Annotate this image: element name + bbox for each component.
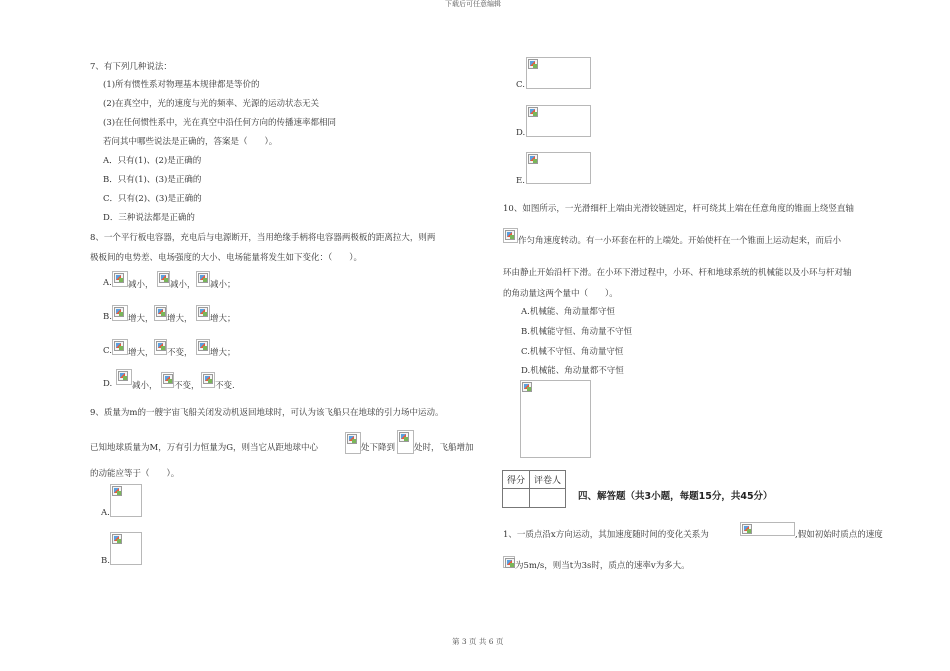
q9-option-b-label: B. [101, 556, 110, 566]
grader-cell: 评卷人 [530, 471, 566, 489]
figure-image-icon [520, 380, 591, 458]
formula-image-icon [157, 271, 170, 287]
formula-image-icon [526, 57, 591, 89]
formula-image-icon [110, 484, 142, 517]
q10-option-a: A.机械能、角动量都守恒 [521, 307, 615, 317]
q9-option-a-label: A. [101, 508, 110, 518]
q8-line-1: 8、一个平行板电容器，充电后与电源断开，当用绝缘手柄将电容器两极板的距离拉大，则两 [90, 233, 436, 243]
formula-image-icon [110, 532, 142, 565]
q8-option-a-text-1: 减小， [128, 280, 154, 290]
score-table [502, 470, 566, 508]
score-cell: 得分 [503, 471, 530, 489]
q7-statement-2: (2)在真空中，光的速度与光的频率、光源的运动状态无关 [103, 99, 320, 109]
q9-option-e-label: E. [516, 176, 525, 186]
p1-line-1a: 1、一质点沿x方向运动，其加速度随时间的变化关系为 [503, 530, 709, 540]
q8-option-d-text-2: 不变， [174, 381, 200, 391]
formula-image-icon [345, 432, 361, 454]
q8-option-d-text-1: 减小， [132, 381, 158, 391]
q10-line-2: 作匀角速度转动。有一小环套在杆的上端处。开始使杆在一个锥面上运动起来，而后小 [518, 236, 842, 246]
q7-option-b: B．只有(1)、(3)是正确的 [103, 175, 202, 185]
q10-option-d: D.机械能、角动量都不守恒 [521, 366, 624, 376]
grader-value-cell [530, 489, 566, 508]
q8-option-b-label: B. [103, 312, 112, 322]
q8-option-c-text-2: 不变， [167, 348, 193, 358]
formula-image-icon [154, 305, 167, 321]
formula-image-icon [526, 152, 591, 184]
q8-option-b-text-2: 增大， [167, 314, 193, 324]
formula-image-icon [397, 430, 414, 454]
q9-option-d-label: D. [516, 128, 526, 138]
q8-option-c-text-1: 增大， [128, 348, 154, 358]
q7-stem: 7、有下列几种说法： [90, 62, 172, 72]
formula-image-icon [503, 228, 518, 243]
q7-option-a: A．只有(1)、(2)是正确的 [103, 156, 202, 166]
q10-line-1: 10、如图所示，一光滑细杆上端由光滑铰链固定，杆可绕其上端在任意角度的锥面上绕竖直轴 [503, 204, 854, 214]
p1-line-2: 为5m/s，则当t为3s时，质点的速率v为多大。 [515, 561, 690, 571]
q8-option-a-label: A. [103, 278, 112, 288]
formula-image-icon [112, 271, 128, 287]
formula-image-icon [112, 339, 128, 355]
q8-option-b-text-3: 增大； [210, 314, 236, 324]
section-title: 四、解答题（共3小题，每题15分，共45分） [578, 491, 773, 502]
q10-line-4: 的角动量这两个量中（ ）。 [503, 289, 618, 299]
q9-line-3: 的动能应等于（ ）。 [90, 469, 180, 479]
page-number: 第 3 页 共 6 页 [452, 637, 504, 646]
q7-statement-1: (1)所有惯性系对物理基本规律都是等价的 [103, 80, 260, 90]
formula-image-icon [503, 556, 515, 568]
q8-option-d-label: D. [103, 379, 113, 389]
q8-option-c-label: C. [103, 346, 112, 356]
q10-option-b: B.机械能守恒、角动量不守恒 [521, 327, 632, 337]
q9-line-2a: 已知地球质量为M，万有引力恒量为G，则当它从距地球中心 [90, 443, 318, 453]
formula-image-icon [116, 369, 132, 385]
q8-option-a-text-2: 减小， [170, 280, 196, 290]
formula-image-icon [161, 372, 174, 388]
q9-line-2c: 处时，飞船增加 [414, 443, 474, 453]
score-value-cell [503, 489, 530, 508]
q7-option-c: C．只有(2)、(3)是正确的 [103, 194, 202, 204]
q8-line-2: 极板间的电势差、电场强度的大小、电场能量将发生如下变化：（ ）。 [90, 253, 363, 263]
q8-option-d-text-3: 不变. [215, 381, 235, 391]
q10-line-3: 环由静止开始沿杆下滑。在小环下滑过程中，小环、杆和地球系统的机械能以及小环与杆对轴 [503, 268, 852, 278]
q7-option-d: D．三种说法都是正确的 [103, 213, 195, 223]
page-header-note: 下载后可任意编辑 [445, 0, 501, 8]
formula-image-icon [196, 271, 210, 287]
formula-image-icon [196, 339, 210, 355]
q8-option-b-text-1: 增大， [128, 314, 154, 324]
q10-option-c: C.机械不守恒、角动量守恒 [521, 347, 624, 357]
q7-statement-3: (3)在任何惯性系中，光在真空中沿任何方向的传播速率都相同 [103, 118, 337, 128]
formula-image-icon [201, 372, 215, 388]
q9-line-2b: 处下降到 [361, 443, 396, 453]
q7-ask: 若问其中哪些说法是正确的，答案是（ ）。 [103, 137, 278, 147]
formula-image-icon [154, 339, 167, 355]
q9-option-c-label: C. [516, 80, 525, 90]
formula-image-icon [526, 105, 591, 137]
q9-line-1: 9、质量为m的一艘宇宙飞船关闭发动机返回地球时，可认为该飞船只在地球的引力场中运动。 [90, 408, 444, 418]
formula-image-icon [112, 305, 128, 321]
formula-image-icon [196, 305, 210, 321]
q8-option-c-text-3: 增大； [210, 348, 236, 358]
formula-image-icon [740, 522, 795, 536]
p1-line-1b: ,假如初始时质点的速度 [795, 530, 883, 540]
q8-option-a-text-3: 减小； [210, 280, 236, 290]
